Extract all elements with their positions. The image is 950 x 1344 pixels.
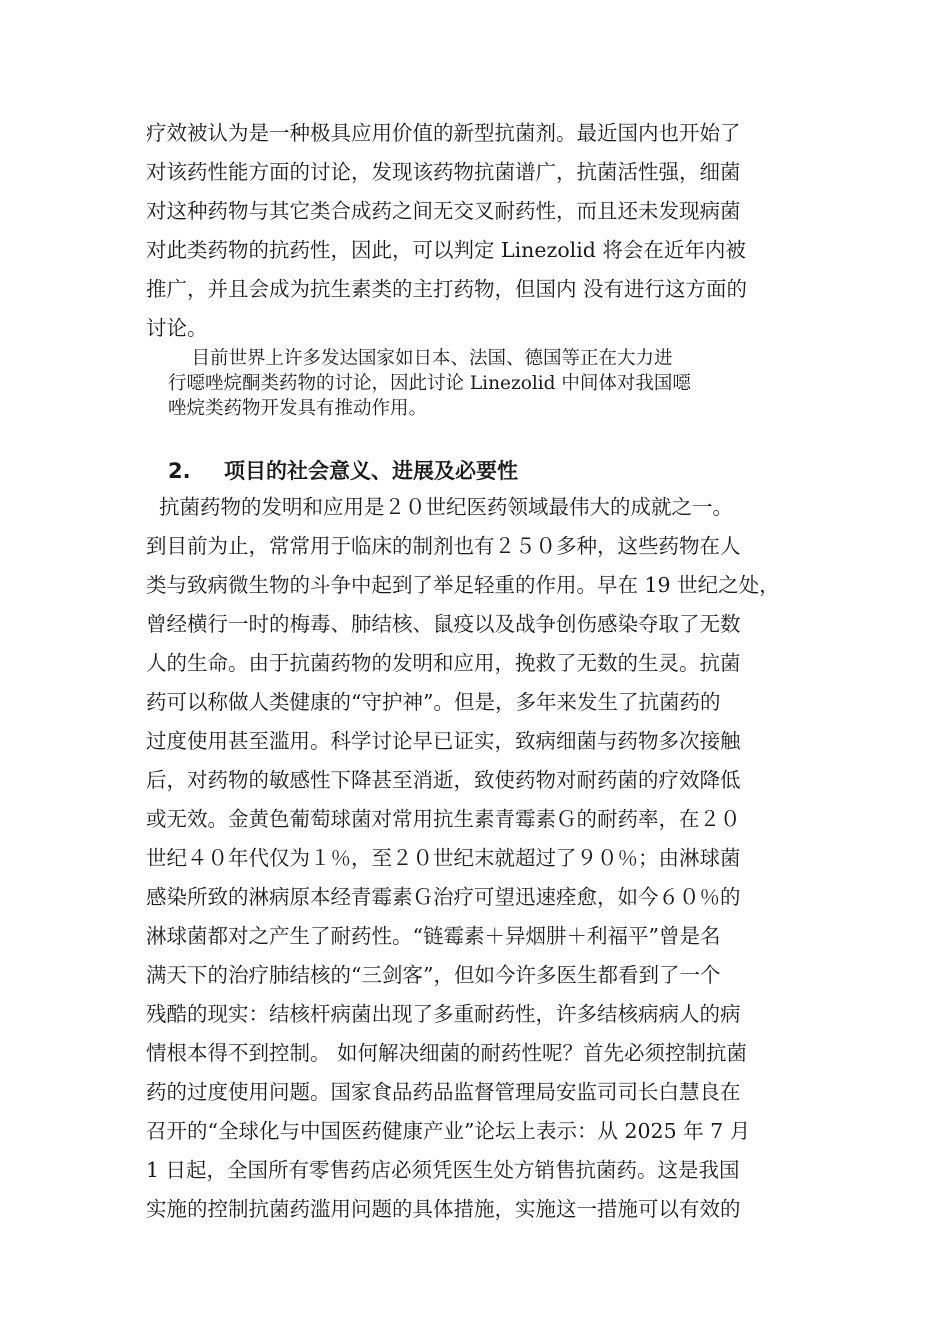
section-number: 2. <box>168 459 191 483</box>
text-line: 曾经横行一时的梅毒、肺结核、鼠疫以及战争创伤感染夺取了无数 <box>146 612 741 636</box>
text-line: 类与致病微生物的斗争中起到了举足轻重的作用。早在 19 世纪之处， <box>146 573 780 597</box>
section-title: 项目的社会意义、进展及必要性 <box>224 459 518 483</box>
text-line: 到目前为止，常常用于临床的制剂也有２５０多种，这些药物在人 <box>146 534 741 558</box>
text-line: 药可以称做人类健康的“守护神”。但是，多年来发生了抗菌药的 <box>146 690 721 714</box>
text-line: 人的生命。由于抗菌药物的发明和应用，挽救了无数的生灵。抗菌 <box>146 651 741 675</box>
text-line: 对这种药物与其它类合成药之间无交叉耐药性，而且还未发现病菌 <box>146 199 741 223</box>
text-line: 后，对药物的敏感性下降甚至消逝，致使药物对耐药菌的疗效降低 <box>146 768 741 792</box>
text-line: 行噁唑烷酮类药物的讨论，因此讨论 Linezolid 中间体对我国噁 <box>168 373 691 394</box>
text-line: 抗菌药物的发明和应用是２０世纪医药领域最伟大的成就之一。 <box>146 495 734 519</box>
text-line: 或无效。金黄色葡萄球菌对常用抗生素青霉素Ｇ的耐药率，在２０ <box>146 807 741 831</box>
text-line: 实施的控制抗菌药滥用问题的具体措施，实施这一措施可以有效的 <box>146 1197 741 1221</box>
text-line: 残酷的现实：结核杆病菌出现了多重耐药性，许多结核病病人的病 <box>146 1002 741 1026</box>
text-line: 唑烷类药物开发具有推动作用。 <box>168 398 428 419</box>
text-line: 满天下的治疗肺结核的“三剑客”，但如今许多医生都看到了一个 <box>146 963 721 987</box>
text-line: 药的过度使用问题。国家食品药品监督管理局安监司司长白慧良在 <box>146 1080 741 1104</box>
text-line: 对该药性能方面的讨论，发现该药物抗菌谱广，抗菌活性强，细菌 <box>146 160 741 184</box>
text-line: 对此类药物的抗药性，因此，可以判定 Linezolid 将会在近年内被 <box>146 238 746 262</box>
text-line: 世纪４０年代仅为１％，至２０世纪末就超过了９０％；由淋球菌 <box>146 846 741 870</box>
text-line: 情根本得不到控制。 如何解决细菌的耐药性呢？首先必须控制抗菌 <box>146 1041 748 1065</box>
text-line: 推广，并且会成为抗生素类的主打药物，但国内 没有进行这方面的 <box>146 277 748 301</box>
text-line: 感染所致的淋病原本经青霉素Ｇ治疗可望迅速痊愈，如今６０％的 <box>146 885 741 909</box>
text-line: 疗效被认为是一种极具应用价值的新型抗菌剂。最近国内也开始了 <box>146 121 741 145</box>
text-line: 1 日起，全国所有零售药店必须凭医生处方销售抗菌药。这是我国 <box>146 1158 740 1182</box>
text-line: 目前世界上许多发达国家如日本、法国、德国等正在大力进 <box>168 348 673 369</box>
text-line: 讨论。 <box>146 316 208 340</box>
section-heading <box>168 455 518 485</box>
text-line: 淋球菌都对之产生了耐药性。“链霉素＋异烟肼＋利福平”曾是名 <box>146 924 721 948</box>
text-line: 召开的“全球化与中国医药健康产业”论坛上表示：从 2025 年 7 月 <box>146 1119 751 1143</box>
text-line: 过度使用甚至滥用。科学讨论早已证实，致病细菌与药物多次接触 <box>146 729 741 753</box>
